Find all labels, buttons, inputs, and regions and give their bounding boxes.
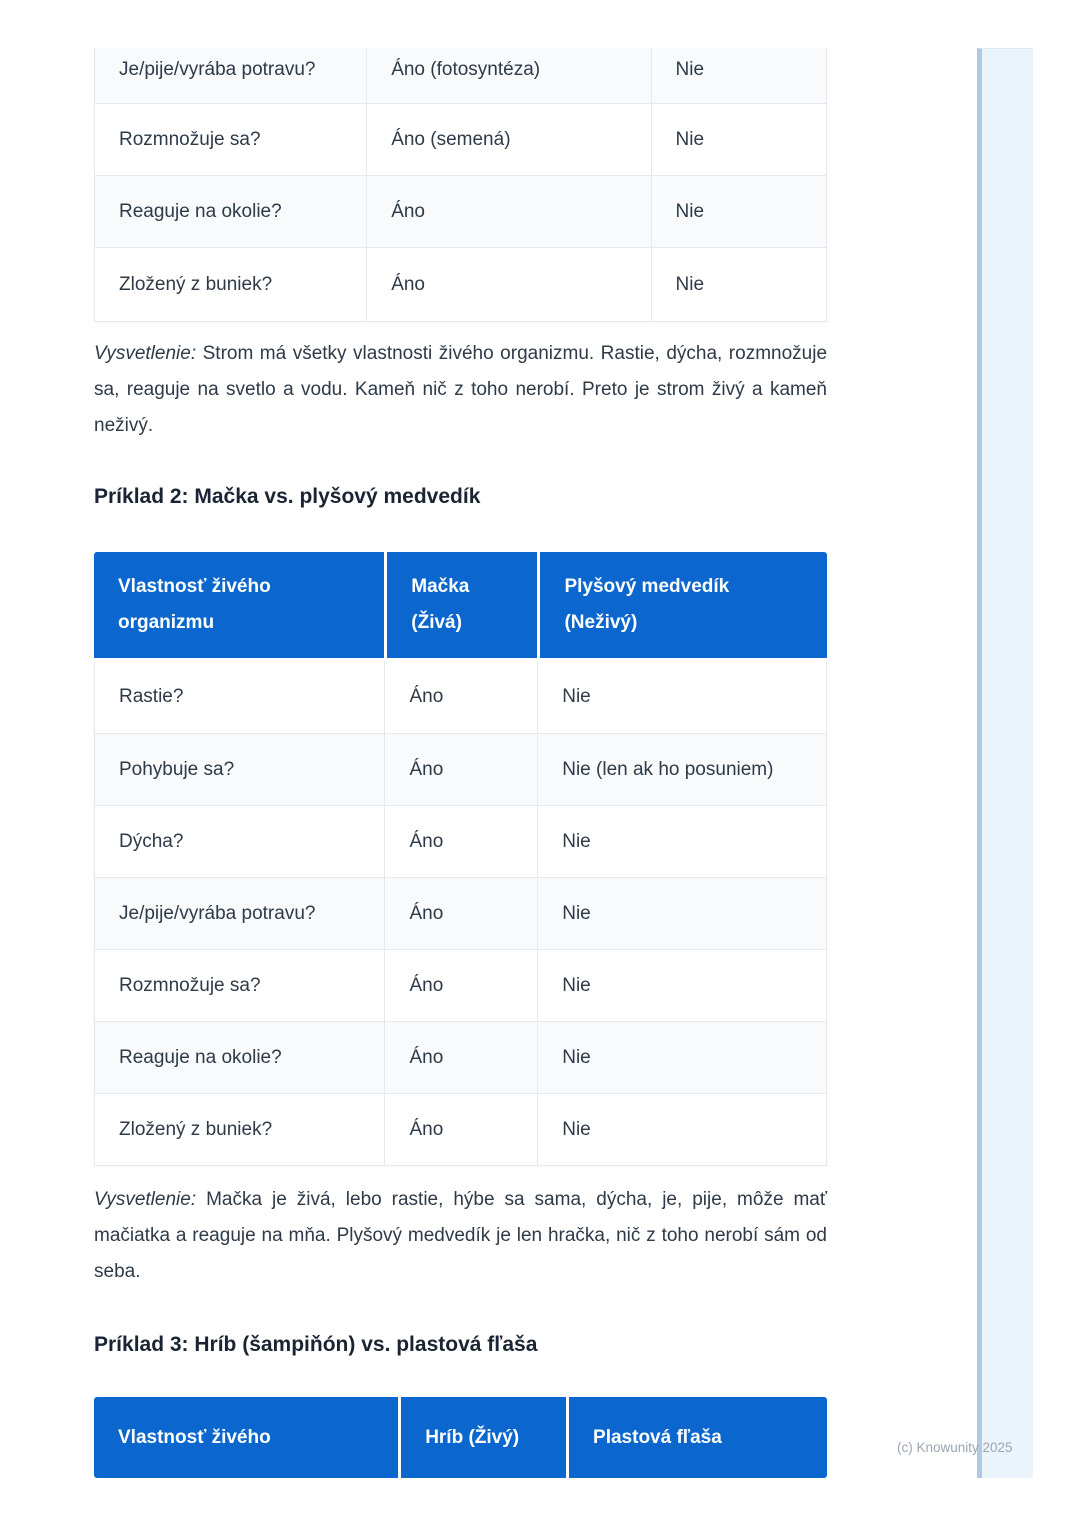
answer-cell-living: Áno	[384, 878, 537, 949]
side-rail	[977, 48, 1033, 1478]
header-cell-property: Vlastnosť živého	[118, 1426, 271, 1448]
question-cell: Je/pije/vyrába potravu?	[119, 59, 316, 80]
table-header-row	[94, 1397, 827, 1478]
table-row	[95, 949, 826, 1021]
question-cell: Zložený z buniek?	[119, 1118, 273, 1140]
question-cell: Reaguje na okolie?	[119, 1046, 282, 1068]
answer-cell-nonliving: Nie	[537, 950, 826, 1021]
comparison-table-tree-vs-stone	[94, 48, 827, 322]
answer-cell-nonliving: Nie (len ak ho posuniem)	[537, 734, 826, 805]
table-row	[95, 175, 826, 247]
answer-cell-living: Áno	[384, 1094, 537, 1165]
answer-cell-living: Áno	[384, 806, 537, 877]
answer-cell-living: Áno (semená)	[366, 104, 650, 175]
table-row	[95, 877, 826, 949]
comparison-table-cat-vs-teddy	[94, 552, 827, 1166]
answer-cell-living: Áno (fotosyntéza)	[366, 48, 650, 103]
header-cell-property: Vlastnosť živého organizmu	[118, 576, 271, 633]
answer-cell-living: Áno	[384, 950, 537, 1021]
table-header-row	[94, 552, 827, 658]
question-cell: Reaguje na okolie?	[119, 200, 282, 222]
table-row	[95, 247, 826, 321]
explanation-paragraph-2	[94, 1182, 827, 1290]
table-row	[95, 661, 826, 733]
comparison-table-mushroom-vs-bottle	[94, 1397, 827, 1478]
answer-cell-nonliving: Nie	[537, 806, 826, 877]
section-heading-priklad-3: Príklad 3: Hríb (šampiňón) vs. plastová fľaša	[94, 1333, 538, 1356]
answer-cell-nonliving: Nie	[651, 176, 826, 247]
header-cell-nonliving: Plastová fľaša	[566, 1397, 827, 1478]
header-cell-living: Hríb (Živý)	[398, 1397, 566, 1478]
explanation-label: Vysvetlenie:	[94, 343, 197, 364]
question-cell: Rastie?	[119, 686, 184, 707]
answer-cell-living: Áno	[366, 176, 650, 247]
answer-cell-nonliving: Nie	[537, 661, 826, 733]
table-row	[95, 805, 826, 877]
question-cell: Pohybuje sa?	[119, 758, 235, 780]
explanation-paragraph-1	[94, 336, 827, 444]
header-cell-living: Mačka (Živá)	[384, 552, 537, 658]
question-cell: Zložený z buniek?	[119, 273, 273, 295]
answer-cell-living: Áno	[384, 1022, 537, 1093]
table-row	[95, 1093, 826, 1165]
answer-cell-nonliving: Nie	[651, 104, 826, 175]
explanation-text: Strom má všetky vlastnosti živého organizmu. Rastie, dýcha, rozmnožuje sa, reaguje na svetlo a vodu. Kameň nič z toho nerobí. Preto je strom živý a kameň neživý.	[94, 343, 828, 436]
answer-cell-living: Áno	[384, 661, 537, 733]
answer-cell-nonliving: Nie	[537, 1094, 826, 1165]
answer-cell-nonliving: Nie	[651, 248, 826, 321]
question-cell: Dýcha?	[119, 830, 184, 852]
answer-cell-living: Áno	[366, 248, 650, 321]
question-cell: Rozmnožuje sa?	[119, 974, 261, 996]
header-cell-nonliving: Plyšový medvedík (Neživý)	[537, 552, 827, 658]
section-heading-priklad-2: Príklad 2: Mačka vs. plyšový medvedík	[94, 485, 481, 508]
question-cell: Rozmnožuje sa?	[119, 128, 261, 150]
table-row	[95, 48, 826, 103]
answer-cell-living: Áno	[384, 734, 537, 805]
question-cell: Je/pije/vyrába potravu?	[119, 902, 316, 924]
table-body	[94, 661, 827, 1166]
answer-cell-nonliving: Nie	[651, 48, 826, 103]
table-row	[95, 103, 826, 175]
table-row	[95, 1021, 826, 1093]
answer-cell-nonliving: Nie	[537, 1022, 826, 1093]
explanation-label: Vysvetlenie:	[94, 1189, 197, 1210]
answer-cell-nonliving: Nie	[537, 878, 826, 949]
explanation-text: Mačka je živá, lebo rastie, hýbe sa sama, dýcha, je, pije, môže mať mačiatka a reaguje na mňa. Plyšový medvedík je len hračka, nič z toho nerobí sám od seba.	[94, 1189, 827, 1282]
table-row	[95, 733, 826, 805]
copyright-watermark: (c) Knowunity 2025	[897, 1440, 1013, 1455]
